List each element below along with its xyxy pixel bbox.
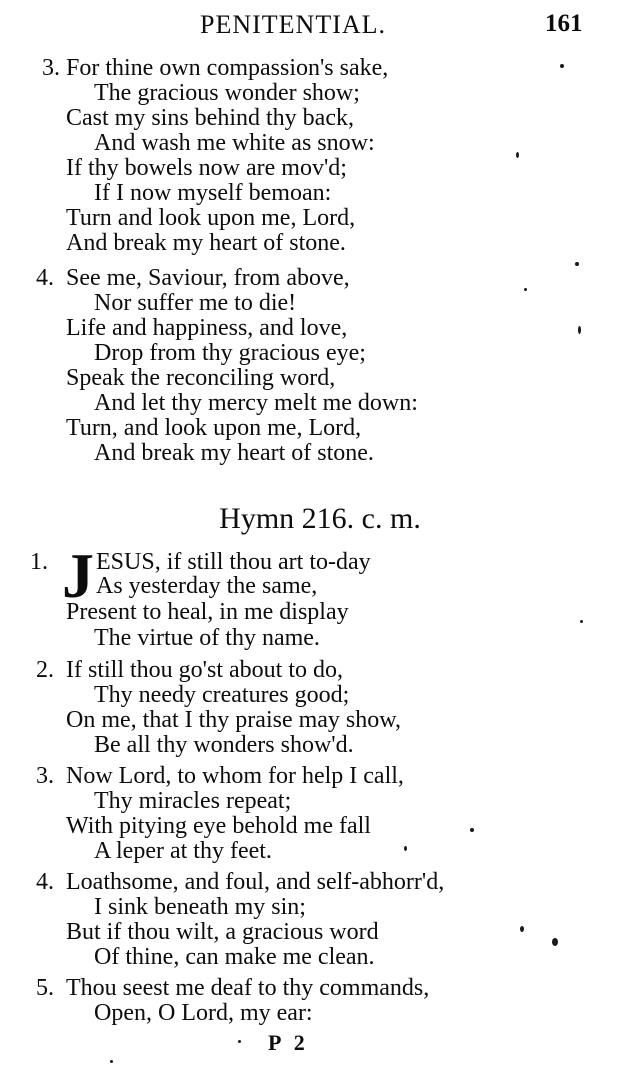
verse-line: Now Lord, to whom for help I call, <box>66 763 404 789</box>
stanza-number: 4. <box>36 265 54 291</box>
verse-line: Open, O Lord, my ear: <box>94 1000 313 1026</box>
verse-line: Life and happiness, and love, <box>66 315 348 341</box>
verse-line: Loathsome, and foul, and self-abhorr'd, <box>66 869 445 895</box>
verse-line: Present to heal, in me display <box>66 599 349 625</box>
verse-line: Of thine, can make me clean. <box>94 944 375 970</box>
scan-speck <box>110 1060 113 1063</box>
verse-line: Thy needy creatures good; <box>94 682 350 708</box>
verse-line: And wash me white as snow: <box>94 130 375 156</box>
stanza-number: 3. <box>36 763 54 789</box>
verse-line: Turn, and look upon me, Lord, <box>66 415 362 441</box>
stanza-number: 5. <box>36 975 54 1001</box>
verse-line: The virtue of thy name. <box>94 625 320 651</box>
drop-cap: J <box>62 540 94 611</box>
stanza-number: 3. <box>42 55 60 81</box>
hymn-title: Hymn 216. c. m. <box>219 502 421 535</box>
scan-speck <box>524 288 527 291</box>
scan-speck <box>552 938 558 946</box>
verse-line: If I now myself bemoan: <box>94 180 332 206</box>
stanza-number: 2. <box>36 657 54 683</box>
verse-line: Be all thy wonders show'd. <box>94 732 354 758</box>
verse-line: As yesterday the same, <box>96 573 318 599</box>
verse-line: For thine own compassion's sake, <box>66 55 389 81</box>
verse-line: The gracious wonder show; <box>94 80 360 106</box>
stanza-number: 1. <box>30 549 48 575</box>
scan-speck <box>578 326 581 334</box>
verse-line: Nor suffer me to die! <box>94 290 297 316</box>
scan-speck <box>516 152 519 158</box>
verse-line: I sink beneath my sin; <box>94 894 306 920</box>
page-header <box>0 6 640 40</box>
verse-line: Speak the reconciling word, <box>66 365 336 391</box>
scan-speck <box>580 620 583 623</box>
verse-line: Drop from thy gracious eye; <box>94 340 366 366</box>
scan-speck <box>404 846 407 851</box>
verse-line: Cast my sins behind thy back, <box>66 105 354 131</box>
stanza-number: 4. <box>36 869 54 895</box>
verse-line: Turn and look upon me, Lord, <box>66 205 356 231</box>
verse-line: With pitying eye behold me fall <box>66 813 371 839</box>
page-number: 161 <box>545 10 583 37</box>
verse-line: See me, Saviour, from above, <box>66 265 350 291</box>
scan-speck <box>470 828 474 832</box>
scan-speck <box>575 262 579 266</box>
verse-line: A leper at thy feet. <box>94 838 272 864</box>
verse-line: ESUS, if still thou art to-day <box>96 549 371 575</box>
verse-line: But if thou wilt, a gracious word <box>66 919 379 945</box>
scan-speck <box>238 1040 241 1043</box>
verse-line: Thy miracles repeat; <box>94 788 292 814</box>
scan-speck <box>560 64 564 68</box>
scan-speck <box>520 926 524 932</box>
running-head: PENITENTIAL. <box>200 10 387 39</box>
signature-mark: P 2 <box>268 1030 309 1055</box>
verse-line: Thou seest me deaf to thy commands, <box>66 975 430 1001</box>
verse-line: And break my heart of stone. <box>94 440 374 466</box>
verse-line: And break my heart of stone. <box>66 230 346 256</box>
verse-line: If still thou go'st about to do, <box>66 657 343 683</box>
verse-line: On me, that I thy praise may show, <box>66 707 402 733</box>
verse-line: And let thy mercy melt me down: <box>94 390 418 416</box>
verse-line: If thy bowels now are mov'd; <box>66 155 347 181</box>
